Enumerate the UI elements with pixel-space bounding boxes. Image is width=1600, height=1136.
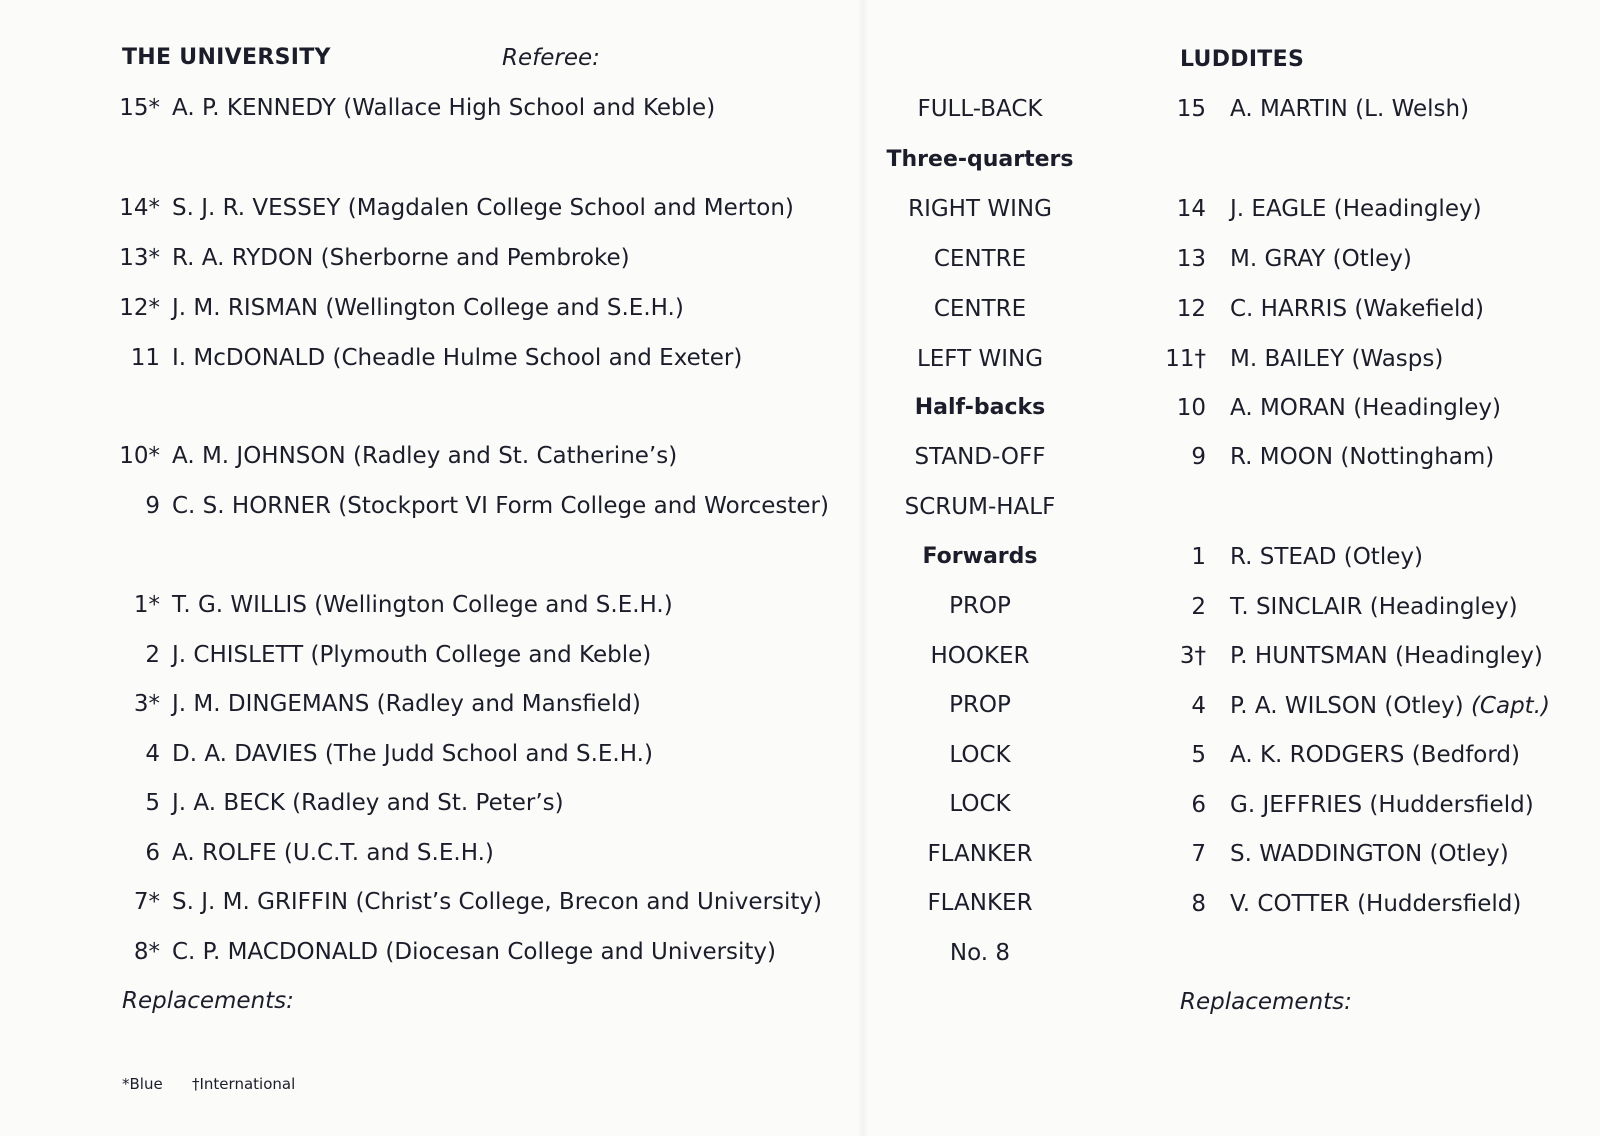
position-label: FLANKER (927, 890, 1033, 916)
position-label: SCRUM-HALF (904, 494, 1056, 520)
position-label: PROP (949, 593, 1011, 619)
luddites-player: M. BAILEY (Wasps) (1230, 346, 1444, 372)
luddites-player: R. STEAD (Otley) (1230, 544, 1423, 570)
luddites-player: A. MORAN (Headingley) (1230, 395, 1502, 421)
luddites-player: S. WADDINGTON (Otley) (1230, 841, 1509, 867)
position-label: FLANKER (927, 841, 1033, 867)
university-player: S. J. M. GRIFFIN (Christ’s College, Brecon and University) (172, 889, 822, 915)
university-number: 9 (145, 493, 160, 519)
luddites-player-name: P. A. WILSON (Otley) (1230, 693, 1464, 719)
luddites-number: 6 (1191, 792, 1206, 818)
university-player: T. G. WILLIS (Wellington College and S.E.H.) (172, 592, 673, 618)
page-fold (858, 0, 868, 1136)
captain-marker: (Capt.) (1470, 693, 1550, 719)
position-label: FULL-BACK (917, 96, 1043, 122)
luddites-number: 11† (1165, 346, 1206, 372)
university-number: 15* (119, 95, 160, 121)
university-player: C. P. MACDONALD (Diocesan College and University) (172, 939, 777, 965)
luddites-number: 3† (1179, 643, 1206, 669)
section-half-backs: Half-backs (914, 395, 1046, 420)
luddites-player: J. EAGLE (Headingley) (1230, 196, 1482, 222)
luddites-player: P. HUNTSMAN (Headingley) (1230, 643, 1543, 669)
luddites-player: M. GRAY (Otley) (1230, 246, 1412, 272)
luddites-player: R. MOON (Nottingham) (1230, 444, 1495, 470)
university-number: 13* (119, 245, 160, 271)
position-label: CENTRE (933, 296, 1027, 322)
luddites-number: 8 (1191, 891, 1206, 917)
university-number: 1* (133, 592, 160, 618)
position-label: LEFT WING (916, 346, 1044, 372)
luddites-replacements-label: Replacements: (1180, 989, 1352, 1015)
luddites-number: 4 (1191, 693, 1206, 719)
university-player: J. CHISLETT (Plymouth College and Keble) (172, 642, 652, 668)
luddites-player: C. HARRIS (Wakefield) (1230, 296, 1484, 322)
luddites-player: T. SINCLAIR (Headingley) (1230, 594, 1518, 620)
position-label: STAND-OFF (914, 444, 1046, 470)
luddites-player: G. JEFFRIES (Huddersfield) (1230, 792, 1534, 818)
position-label: RIGHT WING (908, 196, 1052, 222)
university-number: 4 (145, 741, 160, 767)
position-label: No. 8 (949, 940, 1011, 966)
university-player: D. A. DAVIES (The Judd School and S.E.H.) (172, 741, 653, 767)
university-replacements-label: Replacements: (122, 988, 294, 1014)
university-player: R. A. RYDON (Sherborne and Pembroke) (172, 245, 630, 271)
university-number: 8* (133, 939, 160, 965)
university-number: 12* (119, 295, 160, 321)
university-number: 6 (145, 840, 160, 866)
university-number: 5 (145, 790, 160, 816)
referee-label: Referee: (502, 45, 600, 71)
luddites-number: 1 (1191, 544, 1206, 570)
university-title: THE UNIVERSITY (122, 45, 331, 70)
footnote-blue: *Blue (122, 1075, 163, 1093)
luddites-player: A. MARTIN (L. Welsh) (1230, 96, 1470, 122)
luddites-number: 12 (1176, 296, 1206, 322)
university-number: 3* (133, 691, 160, 717)
university-player: A. M. JOHNSON (Radley and St. Catherine’s) (172, 443, 678, 469)
position-label: PROP (949, 692, 1011, 718)
university-player: J. M. RISMAN (Wellington College and S.E.H.) (172, 295, 684, 321)
university-player: A. ROLFE (U.C.T. and S.E.H.) (172, 840, 494, 866)
luddites-player: A. K. RODGERS (Bedford) (1230, 742, 1520, 768)
luddites-number: 14 (1176, 196, 1206, 222)
university-number: 10* (119, 443, 160, 469)
university-number: 2 (145, 642, 160, 668)
luddites-number: 10 (1176, 395, 1206, 421)
position-label: LOCK (949, 791, 1011, 817)
luddites-title: LUDDITES (1180, 47, 1305, 72)
university-player: C. S. HORNER (Stockport VI Form College and Worcester) (172, 493, 829, 519)
position-label: HOOKER (930, 643, 1030, 669)
luddites-player: V. COTTER (Huddersfield) (1230, 891, 1522, 917)
university-number: 14* (119, 195, 160, 221)
section-forwards: Forwards (922, 544, 1038, 569)
university-player: A. P. KENNEDY (Wallace High School and Keble) (172, 95, 716, 121)
university-player: J. A. BECK (Radley and St. Peter’s) (172, 790, 564, 816)
position-label: LOCK (949, 742, 1011, 768)
luddites-number: 15 (1176, 96, 1206, 122)
university-player: S. J. R. VESSEY (Magdalen College School and Merton) (172, 195, 794, 221)
luddites-player (1230, 693, 1550, 719)
university-player: I. McDONALD (Cheadle Hulme School and Exeter) (172, 345, 743, 371)
luddites-number: 9 (1191, 444, 1206, 470)
university-player: J. M. DINGEMANS (Radley and Mansfield) (172, 691, 641, 717)
position-label: CENTRE (933, 246, 1027, 272)
section-three-quarters: Three-quarters (886, 147, 1074, 172)
footnote-international: †International (192, 1075, 296, 1093)
luddites-number: 13 (1176, 246, 1206, 272)
university-number: 7* (133, 889, 160, 915)
luddites-number: 7 (1191, 841, 1206, 867)
luddites-number: 2 (1191, 594, 1206, 620)
luddites-number: 5 (1191, 742, 1206, 768)
university-number: 11 (130, 345, 160, 371)
